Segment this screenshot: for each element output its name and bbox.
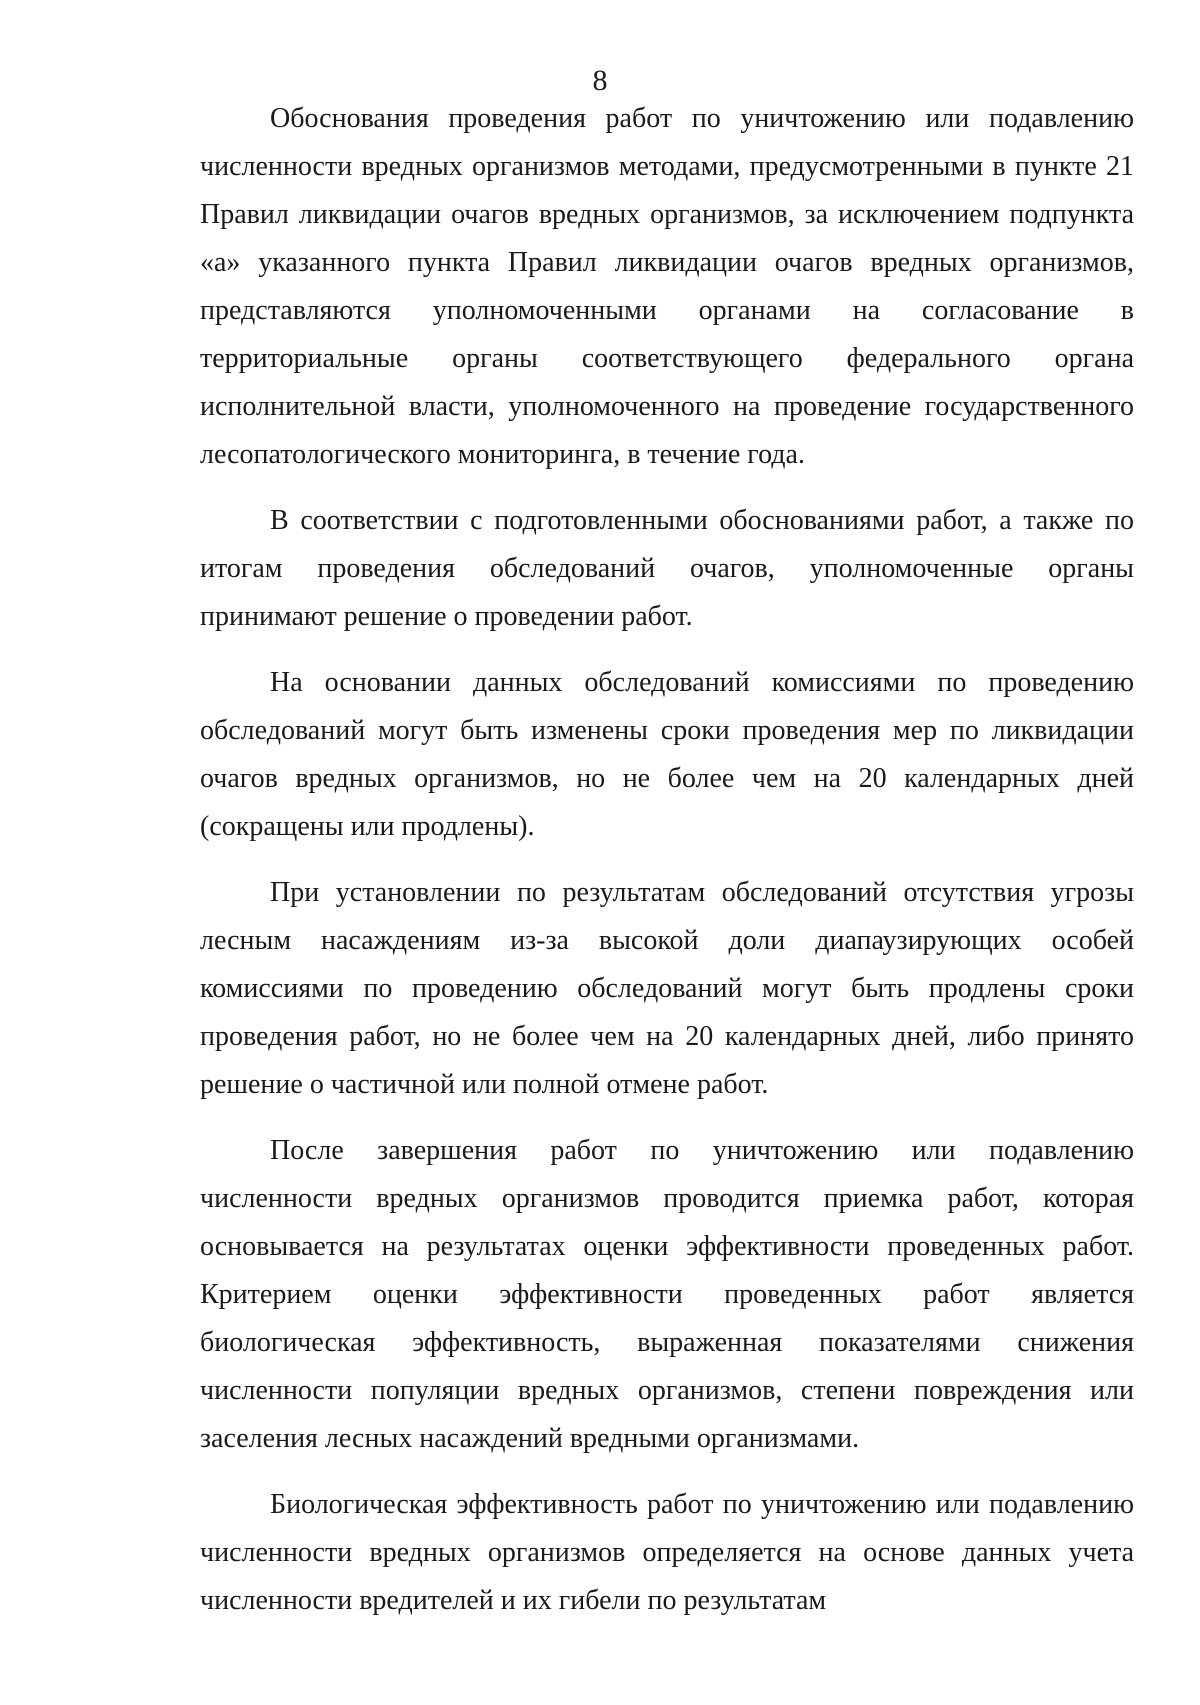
- paragraph-threat-absence: При установлении по результатам обследований отсутствия угрозы лесным насаждениям из-за высокой доли диапаузирующих особей комиссиями по проведению обследований могут быть продлены сроки проведения работ, но не более чем на 20 календарных дней, либо принято решение о частичной или полной отмене работ.: [200, 877, 1134, 1100]
- paragraph-justification-submission: Обоснования проведения работ по уничтожению или подавлению численности вредных организмов методами, предусмотренными в пункте 21 Правил ликвидации очагов вредных организмов, за исключением подпункта «а» указанного пункта Правил ликвидации очагов вредных организмов, представляются уполномоченными органами на согласование в территориальные органы соответствующего федерального органа исполнительной власти, уполномоченного на проведение государственного лесопатологического мониторинга, в течение года.: [200, 103, 1134, 470]
- paragraph-work-acceptance: После завершения работ по уничтожению или подавлению численности вредных организмов проводится приемка работ, которая основывается на результатах оценки эффективности проведенных работ. Критерием оценки эффективности проведенных работ является биологическая эффективность, выраженная показателями снижения численности популяции вредных организмов, степени повреждения или заселения лесных насаждений вредными организмами.: [200, 1135, 1134, 1454]
- paragraph-decision-making: В соответствии с подготовленными обоснованиями работ, а также по итогам проведения обследований очагов, уполномоченные органы принимают решение о проведении работ.: [200, 505, 1134, 632]
- paragraph-deadline-change: На основании данных обследований комиссиями по проведению обследований могут быть изменены сроки проведения мер по ликвидации очагов вредных организмов, но не более чем на 20 календарных дней (сокращены или продлены).: [200, 667, 1134, 842]
- page-number: 8: [592, 64, 608, 97]
- paragraph-biological-efficiency: Биологическая эффективность работ по уничтожению или подавлению численности вредных организмов определяется на основе данных учета численности вредителей и их гибели по результатам: [200, 1489, 1134, 1616]
- document-body: [200, 95, 1134, 1643]
